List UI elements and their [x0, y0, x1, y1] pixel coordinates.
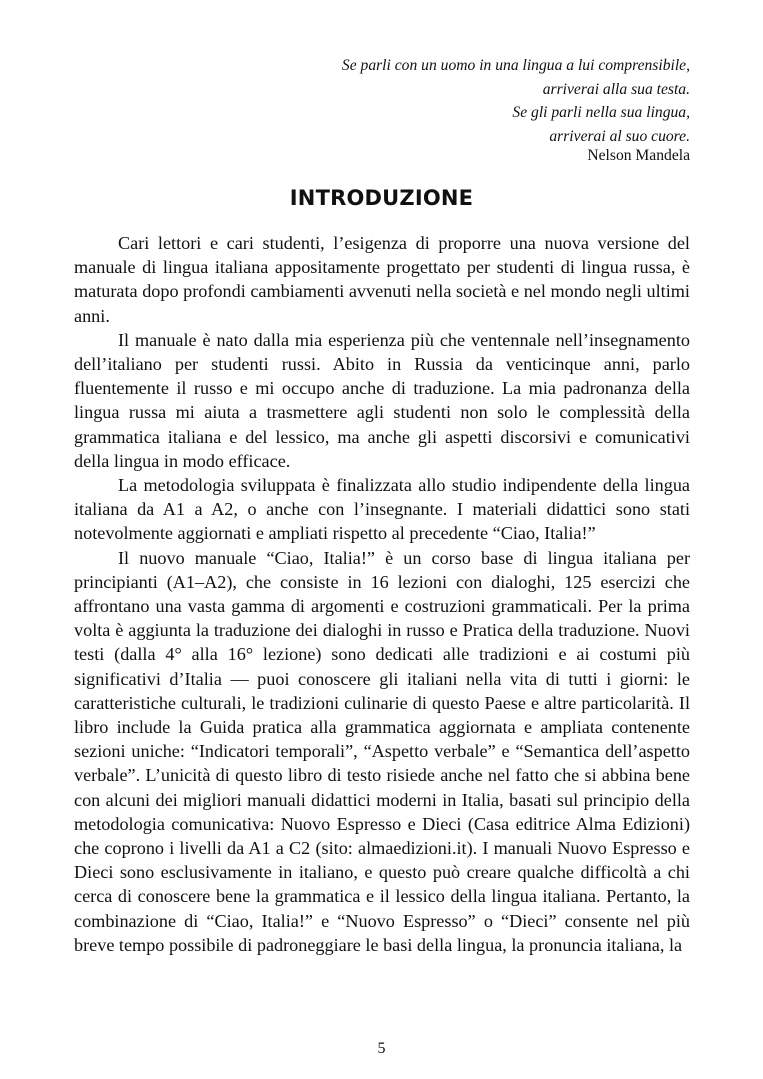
page-number: 5 [377, 1040, 386, 1057]
paragraph: La metodologia sviluppata è finalizzata allo studio indipendente della lingua italiana da A1 a A2, o anche con l’insegnante. I materiali didattici sono stati notevolmente aggiornati e ampliati rispetto al precedente “Ciao, Italia!” [74, 475, 690, 544]
body-text [74, 231, 690, 957]
paragraph: Il manuale è nato dalla mia esperienza più che ventennale nell’insegnamento dell’italiano per studenti russi. Abito in Russia da venticinque anni, parlo fluentemente il russo e mi occupo anche di traduzione. La mia padronanza della lingua russa mi aiuta a trasmettere agli studenti non solo le complessità della grammatica italiana e del lessico, ma anche gli aspetti discorsivi e comunicativi della lingua in modo efficace. [74, 329, 690, 471]
epigraph-line: arriverai al suo cuore. [549, 127, 690, 145]
epigraph-author: Nelson Mandela [587, 147, 690, 164]
epigraph-line: arriverai alla sua testa. [542, 80, 690, 98]
paragraph: Il nuovo manuale “Ciao, Italia!” è un corso base di lingua italiana per principianti (A1–A2), che consiste in 16 lezioni con dialoghi, 125 esercizi che affrontano una vasta gamma di argomenti e costruzioni grammaticali. Per la prima volta è aggiunta la traduzione dei dialoghi in russo e Pratica della traduzione. Nuovi testi (dalla 4° alla 16° lezione) sono dedicati alle tradizioni e ai costumi più significativi d’Italia — puoi conoscere gli italiani nella vita di tutti i giorni: le caratteristiche culturali, le tradizioni culinarie di questo Paese e altre particolarità. Il libro include la Guida pratica alla grammatica aggiornata e ampliata contenente sezioni uniche: “Indicatori temporali”, “Aspetto verbale” e “Semantica dell’aspetto verbale”. L’unicità di questo libro di testo risiede anche nel fatto che si abbina bene con alcuni dei migliori manuali didattici moderni in Italia, basati sul principio della metodologia comunicativa: Nuovo Espresso e Dieci (Casa editrice Alma Edizioni) che coprono i livelli da A1 a C2 (sito: almaedizioni.it). I manuali Nuovo Espresso e Dieci sono esclusivamente in italiano, e questo può creare qualche difficoltà a chi cerca di conoscere bene la grammatica e il lessico della lingua italiana. Pertanto, la combinazione di “Ciao, Italia!” e “Nuovo Espresso” o “Dieci” consente nel più breve tempo possibile di padroneggiare le basi della lingua, la pronuncia italiana, la [74, 547, 690, 955]
epigraph-line: Se gli parli nella sua lingua, [512, 104, 690, 121]
paragraph: Cari lettori e cari studenti, l’esigenza di proporre una nuova versione del manuale di lingua italiana appositamente progettato per studenti di lingua russa, è maturata dopo profondi cambiamenti avvenuti nella società e nel mondo negli ultimi anni. [74, 233, 690, 326]
epigraph-line: Se parli con un uomo in una lingua a lui comprensibile, [341, 57, 690, 74]
section-title: INTRODUZIONE [289, 186, 474, 210]
epigraph [130, 54, 690, 148]
